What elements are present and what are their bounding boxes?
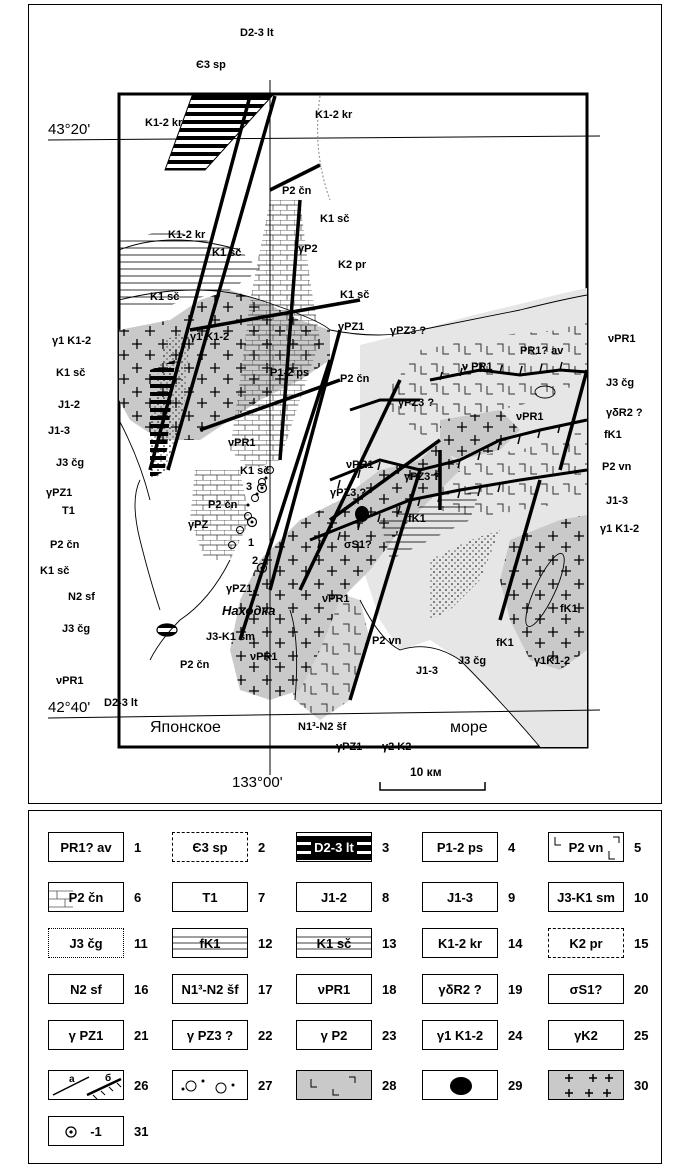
legend-code: P2 čn (68, 889, 104, 905)
lon-label: 133°00' (232, 774, 283, 791)
legend-swatch (48, 1070, 124, 1100)
sea-right-label: море (450, 719, 488, 736)
legend-number: 7 (258, 890, 266, 905)
scale-bar (380, 782, 485, 790)
legend-swatch (548, 1020, 624, 1050)
map-label: γPZ3 ? (398, 397, 435, 409)
city-label: Находка (222, 603, 276, 618)
map-label: γ2 K2 (382, 741, 412, 753)
legend-number: 29 (508, 1078, 523, 1093)
legend-number: 25 (634, 1028, 649, 1043)
map-label: J1-3 (48, 425, 71, 437)
legend-number: 4 (508, 840, 516, 855)
svg-text:а: а (69, 1074, 75, 1085)
map-label: ν PR1 (462, 361, 493, 373)
legend-number: 6 (134, 890, 142, 905)
legend-number: 11 (134, 936, 148, 951)
legend-code: γK2 (574, 1027, 598, 1043)
lat-bottom-label: 42°40' (48, 699, 91, 716)
legend-number: 3 (382, 840, 390, 855)
legend-number: 16 (134, 982, 149, 997)
map-label: γ1 K1-2 (600, 523, 640, 535)
map-label: K1 sč (56, 367, 86, 379)
map-label: P2 vn (372, 635, 402, 647)
legend-swatch (548, 1070, 624, 1100)
legend-number: 18 (382, 982, 397, 997)
legend-number: 17 (258, 982, 273, 997)
map-label: Є3 sp (196, 59, 226, 71)
map-label: fK1 (408, 513, 426, 525)
map-label: σS1? (344, 539, 372, 551)
map-label: νPR1 (228, 437, 256, 449)
legend-swatch (48, 882, 124, 912)
legend-swatch (422, 974, 498, 1004)
svg-text:б: б (105, 1073, 112, 1084)
map-label: K1-2 kr (168, 229, 206, 241)
map-label: γPZ3 ? (390, 325, 427, 337)
legend-swatch (172, 1020, 248, 1050)
map-label: γ1 K1-2 (52, 335, 92, 347)
map-label: K1-2 kr (315, 109, 353, 121)
legend-number: 31 (134, 1124, 149, 1139)
legend-number: 23 (382, 1028, 397, 1043)
legend-number: 19 (508, 982, 523, 997)
map-label: K1 sč (340, 289, 370, 301)
map-label: D2-3 lt (104, 697, 138, 709)
legend-code: J3 čg (69, 935, 103, 951)
map-label: P2 čn (180, 659, 210, 671)
legend-swatch (422, 1070, 498, 1100)
legend-swatch (422, 832, 498, 862)
legend-code: T1 (202, 889, 218, 905)
legend-swatch (422, 928, 498, 958)
map-label: K1-2 kr (145, 117, 183, 129)
legend-number: 20 (634, 982, 649, 997)
legend-number: 14 (508, 936, 523, 951)
map-label: νPR1 (322, 593, 350, 605)
map-label: νPR1 (56, 675, 84, 687)
map-label: K2 pr (338, 259, 367, 271)
legend-swatch (48, 928, 124, 958)
map-label: P2 čn (208, 499, 238, 511)
legend-swatch (296, 832, 372, 862)
legend-code: γ P2 (320, 1027, 348, 1043)
legend-number: 22 (258, 1028, 273, 1043)
map-label: J3 čg (56, 457, 85, 469)
legend-number: 26 (134, 1078, 149, 1093)
legend-swatch (296, 882, 372, 912)
map-label: PR1? av (520, 345, 564, 357)
map-label: P1-2 ps (270, 367, 310, 379)
map-label: γ1K1-2 (534, 655, 571, 667)
legend-code: γ PZ3 ? (186, 1027, 234, 1043)
map-label: N2 sf (68, 591, 95, 603)
map-label: J3 čg (62, 623, 91, 635)
legend-code: K2 pr (569, 935, 603, 951)
map-label: T1 (62, 505, 75, 517)
map-label: γ1 K1-2 (190, 331, 230, 343)
legend-swatch (548, 928, 624, 958)
legend-swatch (548, 974, 624, 1004)
legend-number: 9 (508, 890, 516, 905)
legend-number: 8 (382, 890, 390, 905)
legend-number: 2 (258, 840, 266, 855)
legend-code: N1³-N2 šf (181, 981, 239, 997)
legend-number: 30 (634, 1078, 649, 1093)
map-label: N1³-N2 šf (298, 721, 347, 733)
legend-code: D2-3 lt (311, 840, 357, 855)
legend-swatch (548, 832, 624, 862)
map-label: K1 sč (240, 465, 270, 477)
map-label: D2-3 lt (240, 27, 274, 39)
map-label: 2 (252, 555, 259, 567)
legend-code: J3-K1 sm (557, 889, 615, 905)
legend-swatch (548, 882, 624, 912)
legend-swatch (48, 1116, 124, 1146)
legend-number: 5 (634, 840, 642, 855)
map-label: γP2 (298, 243, 318, 255)
legend-number: 27 (258, 1078, 273, 1093)
map-label: J1-2 (58, 399, 81, 411)
map-label: νPR1 (516, 411, 544, 423)
legend-swatch (172, 974, 248, 1004)
lat-top-label: 43°20' (48, 121, 91, 138)
map-label: P2 vn (602, 461, 632, 473)
legend-code: J1-3 (446, 889, 474, 905)
legend-code: γ1 K1-2 (436, 1027, 484, 1043)
legend-number: 15 (634, 936, 649, 951)
legend-number: 13 (382, 936, 397, 951)
legend-number: 1 (134, 840, 142, 855)
legend-code: K1 sč (316, 935, 352, 951)
map-label: J3 čg (606, 377, 635, 389)
map-label: J3 čg (458, 655, 487, 667)
map-label: νPR1 (346, 459, 374, 471)
map-label: K1 sč (150, 291, 180, 303)
map-label: J3-K1 sm (206, 631, 255, 643)
map-label: P2 čn (50, 539, 80, 551)
map-label: P2 čn (282, 185, 312, 197)
legend-code: P2 vn (568, 839, 604, 855)
legend-swatch (172, 1070, 248, 1100)
legend-swatch (296, 1020, 372, 1050)
legend-swatch (172, 882, 248, 912)
legend-swatch (48, 832, 124, 862)
map-label: J1-3 (416, 665, 439, 677)
map-label: νPR1 (250, 651, 278, 663)
d23lt-small-body (157, 624, 177, 636)
sigma-s1-body (355, 506, 369, 522)
legend-code: N2 sf (70, 981, 102, 997)
legend-number: 28 (382, 1078, 397, 1093)
legend-swatch (48, 974, 124, 1004)
map-label: γPZ3 ? (404, 471, 441, 483)
map-label: γPZ1 (338, 321, 365, 333)
legend-code: P1-2 ps (436, 839, 484, 855)
map-label: J1-3 (606, 495, 629, 507)
map-label: P2 čn (340, 373, 370, 385)
map-label: K1 sč (40, 565, 70, 577)
legend-swatch (422, 882, 498, 912)
legend-number: 12 (258, 936, 273, 951)
sea-left-label: Японское (150, 719, 221, 736)
legend-code: γδR2 ? (438, 981, 482, 997)
legend-swatch (296, 1070, 372, 1100)
map-label: γPZ3 ? (330, 487, 367, 499)
legend-swatch (296, 928, 372, 958)
legend-code: -1 (90, 1123, 102, 1139)
legend-code: νPR1 (317, 981, 351, 997)
map-label: fK1 (560, 603, 578, 615)
map-label: fK1 (496, 637, 514, 649)
legend-number: 21 (134, 1028, 149, 1043)
legend-swatch (172, 928, 248, 958)
map-label: 1 (248, 537, 255, 549)
legend-code: PR1? av (60, 839, 112, 855)
legend-swatch (172, 832, 248, 862)
scale-label: 10 км (410, 765, 442, 779)
legend-code: J1-2 (320, 889, 348, 905)
legend-swatch (48, 1020, 124, 1050)
legend-number: 24 (508, 1028, 523, 1043)
map-label: K1 sč (320, 213, 350, 225)
map-label: γPZ1 (46, 487, 73, 499)
legend-number: 10 (634, 890, 649, 905)
legend-code: σS1? (569, 981, 603, 997)
legend-swatch (422, 1020, 498, 1050)
map-label: γPZ1 (226, 583, 253, 595)
map-label: νPR1 (608, 333, 636, 345)
map-label: γδR2 ? (606, 407, 643, 419)
legend-code: K1-2 kr (437, 935, 483, 951)
map-label: K1 sč (212, 247, 242, 259)
map-label: fK1 (604, 429, 622, 441)
legend-code: fK1 (199, 935, 221, 951)
map-label: 3 (246, 481, 253, 493)
map-label: γPZ1 (336, 741, 363, 753)
legend-code: γ PZ1 (68, 1027, 104, 1043)
legend-code: Є3 sp (192, 839, 228, 855)
map-label: γPZ (188, 519, 209, 531)
legend-swatch (296, 974, 372, 1004)
